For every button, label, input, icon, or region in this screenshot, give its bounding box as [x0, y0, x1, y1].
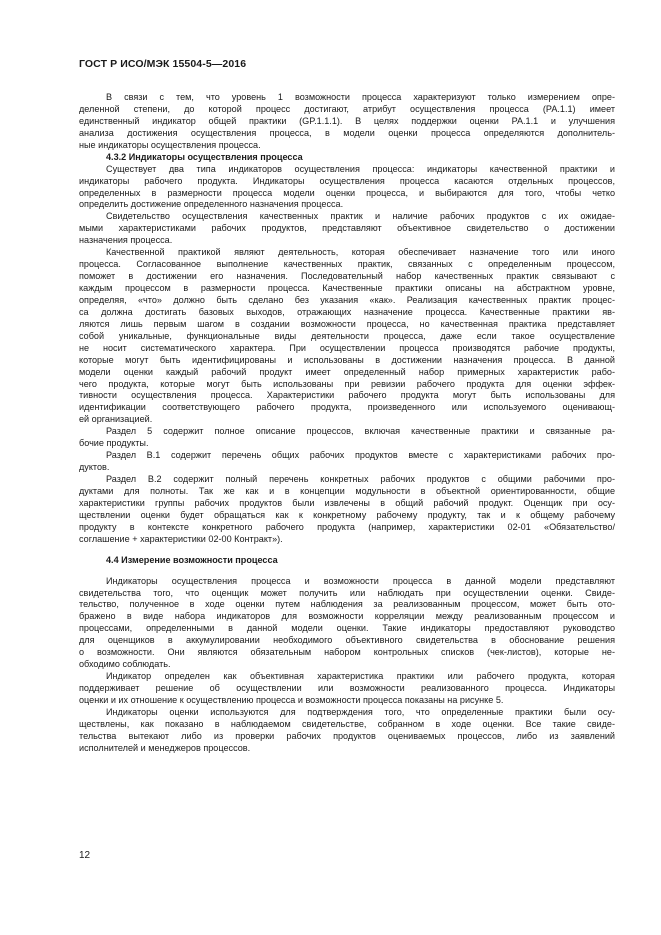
text-line: модели оценки каждый рабочий продукт имеет определенный набор примерных характеристик рабо-	[79, 366, 615, 377]
document-body	[79, 92, 615, 755]
text-line: свидетельства того, что оценщик может получить или наблюдать при осуществлении оценки. Свиде-	[79, 587, 615, 598]
text-line: о возможности. Они являются обязательным набором контрольных списков (чек-листов), которые не-	[79, 647, 615, 658]
text-line: идентификации соответствующего рабочего продукта, произведенного или используемого оценивающ-	[79, 402, 615, 413]
page-number: 12	[79, 850, 91, 861]
text-line: бражено в виде набора индикаторов для возможности корреляции между реализованным процессом и	[79, 611, 615, 622]
text-line: определяя, «что» должно быть сделано без указания «как». Реализация качественных практик процес-	[79, 294, 615, 305]
text-line: са должна достигать базовых выходов, отражающих назначение процесса. Качественные практики яв-	[79, 306, 615, 317]
section-heading: 4.4 Измерение возможности процесса	[106, 554, 278, 565]
text-line: Индикатор определен как объективная характеристика практики или рабочего продукта, которая	[106, 671, 615, 682]
text-line: процессами, определенными в данной модели оценки. Такие индикаторы предоставляют руководство	[79, 623, 615, 634]
section-gap	[79, 546, 615, 555]
text-line: которые могут быть идентифицированы и использованы в достижении назначения процесса. В данной	[79, 354, 615, 365]
text-line: оценки и их отношение к осуществлению процесса и возможности процесса показаны на рисунке 5.	[79, 694, 504, 705]
text-line: чего продукта, которые могут быть использованы при ревизии рабочего продукта для оценки эффек-	[79, 378, 615, 389]
text-line: дуктами для полноты. Так же как и в концепции модульности в объектной ориентированности, общие	[79, 485, 615, 496]
text-line: ляются лишь первым шагом в создании возможности процесса, но качественная практика представляет	[79, 318, 615, 329]
text-line: собой уникальные, функциональные виды деятельности процесса, даже если такое осуществление	[79, 330, 615, 341]
text-line: единственный индикатор общей практики (GP.1.1.1). В целях поддержки оценки PA.1.1 и улучшения	[79, 115, 615, 126]
text-line: ные индикаторы осуществления процесса.	[79, 139, 261, 150]
text-line: ей организацией.	[79, 414, 153, 425]
text-line: поможет в достижении его назначения. Последовательный набор качественных практик связывают с	[79, 271, 615, 282]
text-line: тельство, полученное в ходе оценки путем наблюдения за реализованным процессом, может быть ото-	[79, 599, 615, 610]
text-line: Индикаторы оценки используются для подтверждения того, что определенные практики были осу-	[106, 706, 615, 717]
text-line: назначения процесса.	[79, 235, 173, 246]
text-line: характеристики группы рабочих продуктов были извлечены в общий рабочий продукт. Оценщик при осу-	[79, 497, 615, 508]
text-line: Раздел B.1 содержит перечень общих рабочих продуктов вместе с характеристиками рабочих про-	[106, 450, 615, 461]
text-line: соглашение + характеристики 02-00 Контракт»).	[79, 533, 283, 544]
text-line: процесса. Согласованное выполнение качественных практик, связанных с определенным процессом,	[79, 259, 615, 270]
text-line: мыми характеристиками рабочих продуктов, представляют объективное свидетельство о достижении	[79, 223, 615, 234]
text-line: определенных в размерности процесса модели оценки процесса, и выбираются для того, чтобы четко	[79, 187, 615, 198]
text-line: деленной степени, до которой процесс достигают, атрибут осуществления процесса (PA.1.1) имеет	[79, 103, 615, 114]
text-line: исполнителей и менеджеров процессов.	[79, 742, 251, 753]
text-line: не носит систематического характера. При осуществлении процесса производятся рабочие продукты,	[79, 342, 615, 353]
text-line: Качественной практикой являют деятельность, которая обеспечивает назначение того или иного	[106, 247, 615, 258]
document-header: ГОСТ Р ИСО/МЭК 15504-5—2016	[79, 58, 247, 70]
text-line: дуктов.	[79, 462, 110, 473]
section-gap	[79, 567, 615, 576]
text-line: каждым процессом в размерности процесса. Качественные практики описаны на абстрактном уровне,	[79, 283, 615, 293]
text-line: Свидетельство осуществления качественных практик и наличие рабочих продуктов с их ожидае-	[106, 211, 615, 222]
text-line: для оценщиков в аккумулировании необходимого объективного свидетельства в обоснование решения	[79, 635, 615, 646]
text-line: В связи с тем, что уровень 1 возможности процесса характеризуют только измерением опре-	[106, 92, 615, 102]
text-line: поддерживает решение об осуществлении или возможности реализованного процесса. Индикаторы	[79, 683, 615, 693]
text-line: обходимо соблюдать.	[79, 659, 171, 670]
text-line: индикаторы рабочего продукта. Индикаторы осуществления процесса касаются отдельных процессов,	[79, 175, 615, 186]
text-line: Раздел 5 содержит полное описание процессов, включая качественные практики и связанные ра-	[106, 426, 615, 437]
text-line: тивности осуществления процесса. Характеристики рабочего продукта могут быть использованы для	[79, 390, 615, 401]
section-heading: 4.3.2 Индикаторы осуществления процесса	[106, 151, 303, 162]
text-line: ществлены, как показано в наблюдаемом свидетельстве, собранном в ходе оценки. Все такие свиде-	[79, 718, 615, 729]
text-line: бочие продукты.	[79, 438, 149, 449]
text-line: анализа достижения осуществления процесса, в модели оценки процесса определяются дополнитель-	[79, 127, 615, 138]
text-line: тельства вытекают либо из проверки рабочих продуктов оцениваемых процессов, либо из заявлений	[79, 730, 615, 741]
text-line: Индикаторы осуществления процесса и возможности процесса в данной модели представляют	[106, 575, 615, 586]
text-line: Существует два типа индикаторов осуществления процесса: индикаторы качественной практики и	[106, 163, 615, 174]
text-line: ществлении оценки будет обращаться как к конкретному рабочему продукту, так и к общему рабочему	[79, 509, 615, 520]
text-line: определить достижение определенного назначения процесса.	[79, 199, 344, 210]
text-line: Раздел B.2 содержит полный перечень конкретных рабочих продуктов с общими рабочими про-	[106, 474, 615, 484]
text-line: продукту в контексте конкретного рабочего продукта (например, характеристики 02-01 «Обязательство/	[79, 521, 615, 532]
